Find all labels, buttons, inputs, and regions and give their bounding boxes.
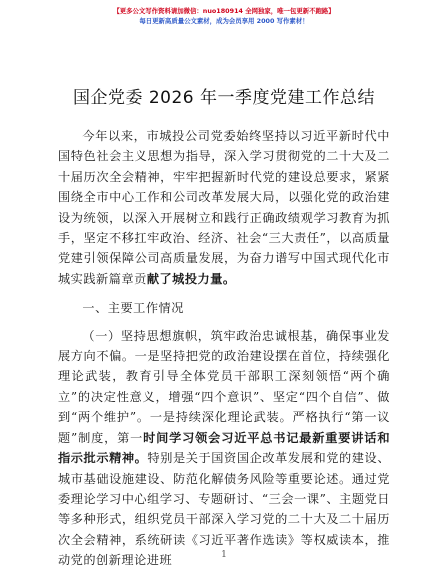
document-body (58, 126, 390, 571)
section-heading: 一、主要工作情况 (82, 301, 184, 316)
promo-banner-line-2: 每日更新高质量公文素材，成为会员享用 2000 写作素材！ (139, 17, 309, 25)
intro-paragraph (58, 126, 390, 289)
paragraph-1-bold-text: 时间学习领会习近平总书记最新重要讲话和指示批示精神。 (58, 430, 391, 466)
intro-bold-text: 献了城投力量。 (146, 271, 236, 286)
paragraph-1-text: （一）坚持思想旗帜，筑牢政治忠诚根基，确保事业发展方向不偏。一是坚持把党的政治建设摆在首位，持续强化理论武装，教育引导全体党员干部职工深刻领悟“两个确立”的决定性意义，增强“四个意识”、坚定“四个自信”、做到“两个维护”。一是持续深化理论武装。严格执行“第一议题”制度，第一 (58, 328, 390, 445)
document-title: 国企党委 2026 年一季度党建工作总结 (72, 88, 376, 108)
promo-banner (0, 6, 448, 26)
intro-text: 今年以来，市城投公司党委始终坚持以习近平新时代中国特色社会主义思想为指导，深入学习贯彻党的二十大及二十届历次全会精神，牢牢把握新时代党的建设总要求，紧紧围绕全市中心工作和公司改革发展大局，以强化党的政治建设为统领，以深入开展树立和践行正确政绩观学习教育为抓手，坚定不移扛牢政治、经济、社会“三大责任”，以高质量党建引领保障公司高质量发展，为奋力谱写中国式现代化市城实践新篇章贡 (58, 129, 390, 286)
page-number: 1 (221, 550, 227, 560)
paragraph-1-tail-text: 特别是关于国资国企改革发展和党的建设、城市基础设施建设、防范化解债务风险等重要论述。通过党委理论学习中心组学习、专题研讨、“三会一课”、主题党日等多种形式，组织党员干部深入学习党的二十大及二十届历次全会精神，系统研读《习近平著作选读》等权威读本，推动党的创新理论进班 (58, 451, 391, 568)
paragraph-1 (58, 326, 390, 571)
promo-banner-line-1: 【更多公文写作资料请加微信：nuo180914 全网独家，唯一包更新不跑路】 (113, 7, 335, 15)
